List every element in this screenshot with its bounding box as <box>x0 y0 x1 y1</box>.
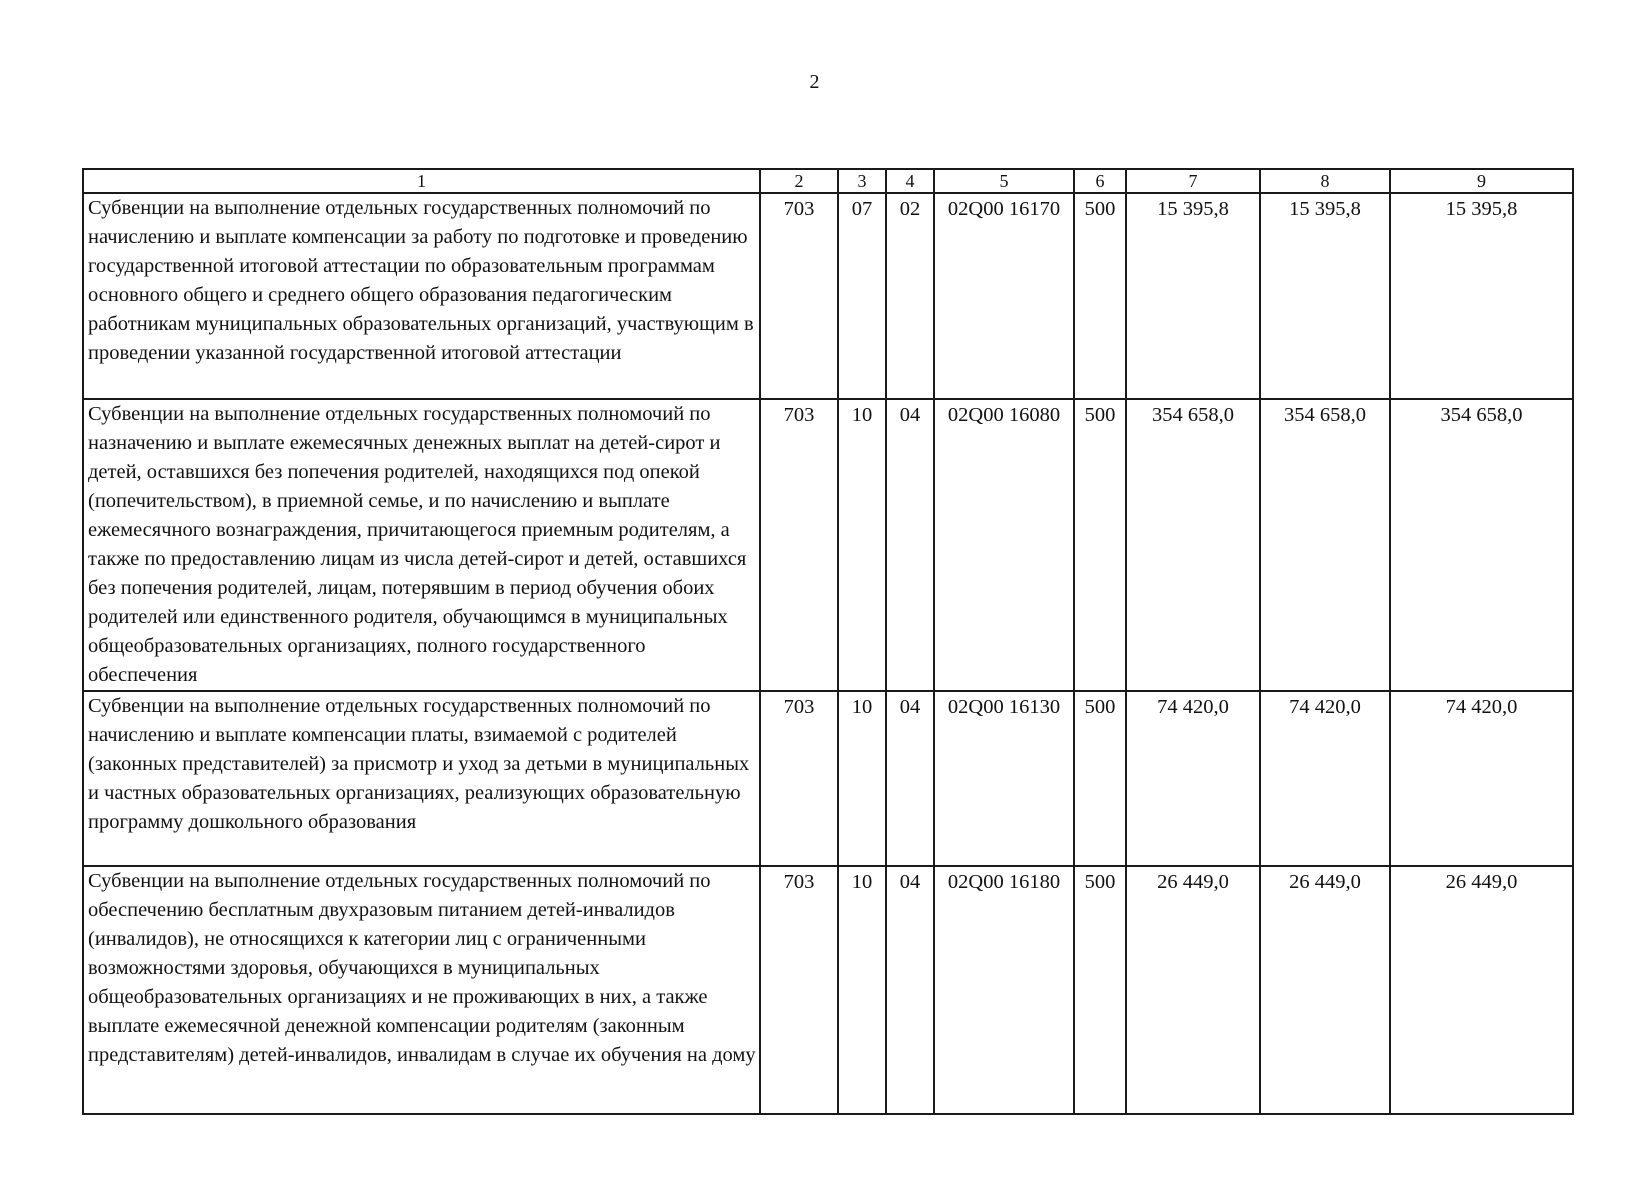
column-header-6: 6 <box>1074 169 1126 193</box>
cell-col2: 703 <box>760 193 838 399</box>
cell-col4: 02 <box>886 193 934 399</box>
cell-col3: 10 <box>838 866 886 1114</box>
cell-col6: 500 <box>1074 866 1126 1114</box>
cell-col2: 703 <box>760 691 838 866</box>
cell-col4: 04 <box>886 691 934 866</box>
column-header-8: 8 <box>1260 169 1390 193</box>
cell-col7: 74 420,0 <box>1126 691 1260 866</box>
cell-col7: 26 449,0 <box>1126 866 1260 1114</box>
cell-col7: 15 395,8 <box>1126 193 1260 399</box>
column-header-5: 5 <box>934 169 1074 193</box>
cell-col8: 74 420,0 <box>1260 691 1390 866</box>
cell-col6: 500 <box>1074 193 1126 399</box>
cell-col5: 02Q00 16080 <box>934 399 1074 691</box>
row-description: Субвенции на выполнение отдельных государственных полномочий по назначению и выплате ежемесячных денежных выплат на детей-сирот и детей, оставшихся без попечения родителей, находящихся под опекой (попечительством), в приемной семье, и по начислению и выплате ежемесячного вознаграждения, причитающегося приемным родителям, а также по предоставлению лицам из числа детей-сирот и детей, оставшихся без попечения родителей, лицам, потерявшим в период обучения обоих родителей или единственного родителя, обучающимся в муниципальных общеобразовательных организациях, полного государственного обеспечения <box>83 399 760 691</box>
cell-col2: 703 <box>760 399 838 691</box>
cell-col3: 10 <box>838 399 886 691</box>
cell-col9: 15 395,8 <box>1390 193 1573 399</box>
cell-col9: 26 449,0 <box>1390 866 1573 1114</box>
column-header-9: 9 <box>1390 169 1573 193</box>
column-header-1: 1 <box>83 169 760 193</box>
cell-col3: 07 <box>838 193 886 399</box>
column-header-7: 7 <box>1126 169 1260 193</box>
cell-col6: 500 <box>1074 399 1126 691</box>
cell-col9: 74 420,0 <box>1390 691 1573 866</box>
cell-col5: 02Q00 16130 <box>934 691 1074 866</box>
table-row <box>83 691 1573 866</box>
cell-col6: 500 <box>1074 691 1126 866</box>
column-header-3: 3 <box>838 169 886 193</box>
cell-col8: 26 449,0 <box>1260 866 1390 1114</box>
header-row <box>83 169 1573 193</box>
cell-col5: 02Q00 16180 <box>934 866 1074 1114</box>
column-header-2: 2 <box>760 169 838 193</box>
cell-col8: 15 395,8 <box>1260 193 1390 399</box>
cell-col3: 10 <box>838 691 886 866</box>
budget-table <box>82 168 1574 1115</box>
column-header-4: 4 <box>886 169 934 193</box>
cell-col8: 354 658,0 <box>1260 399 1390 691</box>
row-description: Субвенции на выполнение отдельных государственных полномочий по начислению и выплате компенсации платы, взимаемой с родителей (законных представителей) за присмотр и уход за детьми в муниципальных и частных образовательных организациях, реализующих образовательную программу дошкольного образования <box>83 691 760 866</box>
cell-col7: 354 658,0 <box>1126 399 1260 691</box>
table-row <box>83 866 1573 1114</box>
cell-col4: 04 <box>886 399 934 691</box>
row-description: Субвенции на выполнение отдельных государственных полномочий по начислению и выплате компенсации за работу по подготовке и проведению государственной итоговой аттестации по образовательным программам основного общего и среднего общего образования педагогическим работникам муниципальных образовательных организаций, участвующим в проведении указанной государственной итоговой аттестации <box>83 193 760 399</box>
cell-col4: 04 <box>886 866 934 1114</box>
row-description: Субвенции на выполнение отдельных государственных полномочий по обеспечению бесплатным двухразовым питанием детей-инвалидов (инвалидов), не относящихся к категории лиц с ограниченными возможностями здоровья, обучающихся в муниципальных общеобразовательных организациях и не проживающих в них, а также выплате ежемесячной денежной компенсации родителям (законным представителям) детей-инвалидов, инвалидам в случае их обучения на дому <box>83 866 760 1114</box>
table-row <box>83 193 1573 399</box>
cell-col9: 354 658,0 <box>1390 399 1573 691</box>
page-number: 2 <box>809 71 820 93</box>
table-row <box>83 399 1573 691</box>
cell-col5: 02Q00 16170 <box>934 193 1074 399</box>
cell-col2: 703 <box>760 866 838 1114</box>
